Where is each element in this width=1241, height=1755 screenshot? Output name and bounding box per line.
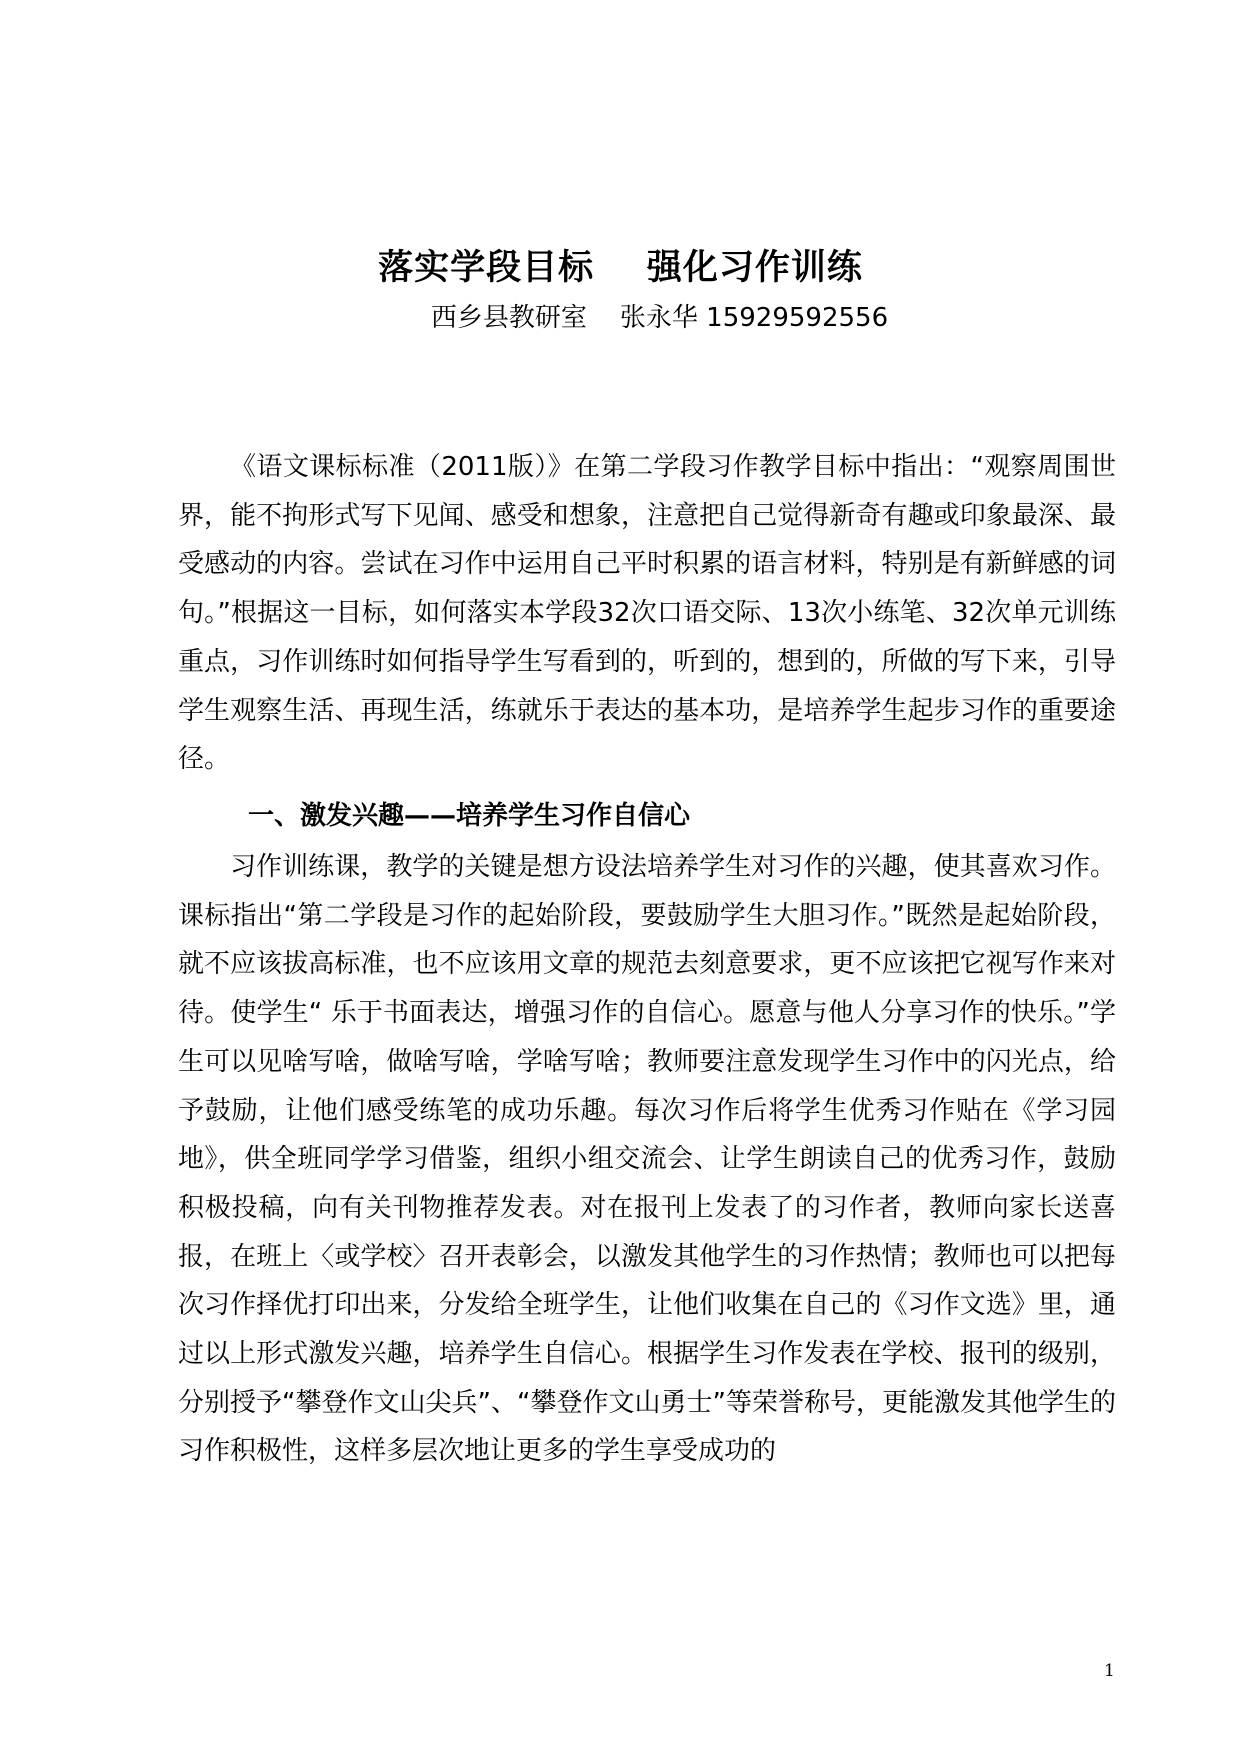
body-paragraph-2: 习作训练课，教学的关键是想方设法培养学生对习作的兴趣，使其喜欢习作。课标指出“第二学段是习作的起始阶段，要鼓励学生大胆习作。”既然是起始阶段，就不应该拔高标准，也不应该用文章的规范去刻意要求，更不应该把它视写作来对待。使学生“ 乐于书面表达，增强习作的自信心。愿意与他人分享习作的快乐。”学生可以见啥写啥，做啥写啥，学啥写啥；教师要注意发现学生习作中的闪光点，给予鼓励，让他们感受练笔的成功乐趣。每次习作后将学生优秀习作贴在《学习园地》，供全班同学学习借鉴，组织小组交流会、让学生朗读自己的优秀习作，鼓励积极投稿，向有关刊物推荐发表。对在报刊上发表了的习作者，教师向家长送喜报，在班上〈或学校〉召开表彰会，以激发其他学生的习作热情；教师也可以把每次习作择优打印出来，分发给全班学生，让他们收集在自己的《习作文选》里，通过以上形式激发兴趣，培养学生自信心。根据学生习作发表在学校、报刊的级别，分别授予“攀登作文山尖兵”、“攀登作文山勇士”等荣誉称号，更能激发其他学生的习作积极性，这样多层次地让更多的学生享受成功的 — [178, 852, 1116, 1467]
body-paragraph-1: 《语文课标标准（2011版）》在第二学段习作教学目标中指出：“观察周围世界，能不拘形式写下见闻、感受和想象，注意把自己觉得新奇有趣或印象最深、最受感动的内容。尝试在习作中运用自己平时积累的语言材料，特别是有新鲜感的词句。”根据这一目标，如何落实本学段32次口语交际、13次小练笔、32次单元训练重点，习作训练时如何指导学生写看到的，听到的，想到的，所做的写下来，引导学生观察生活、再现生活，练就乐于表达的基本功，是培养学生起步习作的重要途径。 — [178, 452, 1116, 775]
author-byline: 西乡县教研室 张永华 15929592556 — [430, 303, 889, 333]
document-title: 落实学段目标 强化习作训练 — [378, 248, 863, 288]
section-heading-1: 一、激发兴趣——培养学生习作自信心 — [248, 801, 691, 831]
page-number: 1 — [1104, 1661, 1115, 1681]
